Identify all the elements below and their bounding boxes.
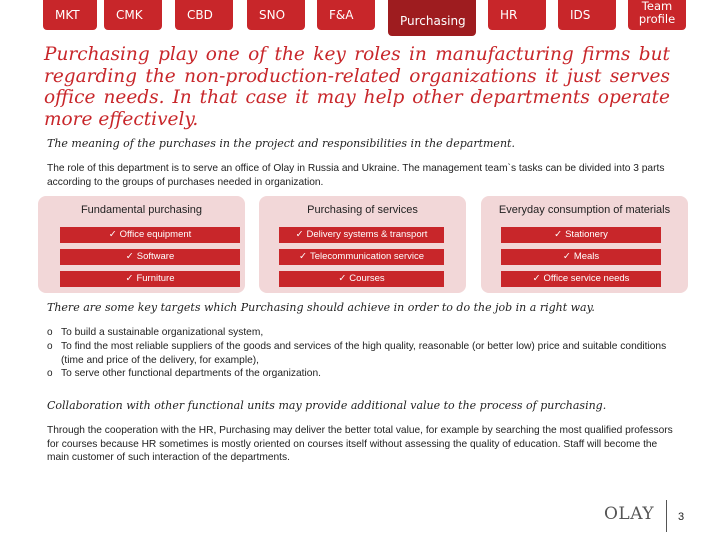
- list-item-text: To find the most reliable suppliers of the goods and services of the high quality, reasonable (or better low) price and suitable conditions (time and price of the delivery, for example),: [61, 340, 667, 366]
- section2-subheading: There are some key targets which Purchasing should achieve in order to do the job in a right way.: [47, 301, 595, 314]
- category-title: Everyday consumption of materials: [498, 204, 671, 216]
- check-icon: ✓: [338, 273, 347, 284]
- category-item: [501, 249, 661, 265]
- targets-list: [47, 326, 682, 381]
- category-item-label: Telecommunication service: [309, 251, 424, 262]
- category-fundamental-purchasing: [38, 196, 245, 293]
- footer-divider: [666, 500, 667, 532]
- category-item: [60, 227, 240, 243]
- check-icon: ✓: [532, 273, 541, 284]
- bullet-icon: o: [47, 368, 53, 380]
- category-item-label: Office service needs: [543, 273, 630, 284]
- check-icon: ✓: [125, 251, 134, 262]
- olay-logo: OLAY: [604, 504, 655, 524]
- category-item-label: Delivery systems & transport: [306, 229, 428, 240]
- category-purchasing-of-services: [259, 196, 466, 293]
- tab-purchasing[interactable]: Purchasing: [388, 0, 476, 36]
- category-item: [279, 227, 444, 243]
- check-icon: ✓: [562, 251, 571, 262]
- check-icon: ✓: [298, 251, 307, 262]
- list-item-text: To build a sustainable organizational system,: [61, 327, 264, 338]
- bullet-icon: o: [47, 327, 53, 338]
- tab-sno[interactable]: SNO: [247, 0, 305, 30]
- category-item: [501, 271, 661, 287]
- section3-paragraph: Through the cooperation with the HR, Purchasing may deliver the better total value, for example by searching the most qualified professors for courses because HR sometimes is mostly oriented on courses itself without assessing the quality of education. Staff will become the main customer of such interaction of the departments.: [47, 425, 673, 463]
- tab-team-profile[interactable]: [628, 0, 686, 30]
- check-icon: ✓: [125, 273, 134, 284]
- list-item: [47, 367, 682, 381]
- category-item: [501, 227, 661, 243]
- top-navigation: [0, 0, 720, 36]
- category-item-label: Meals: [573, 251, 600, 262]
- category-item-label: Stationery: [565, 229, 608, 240]
- category-everyday-consumption: [481, 196, 688, 293]
- tab-mkt[interactable]: MKT: [43, 0, 97, 30]
- list-item: [47, 340, 682, 368]
- category-item-label: Courses: [349, 273, 385, 284]
- tab-cbd[interactable]: CBD: [175, 0, 233, 30]
- list-item-text: To serve other functional departments of the organization.: [61, 368, 321, 380]
- category-item-label: Software: [136, 251, 175, 262]
- category-title: Purchasing of services: [307, 204, 418, 216]
- check-icon: ✓: [554, 229, 563, 240]
- category-item: [279, 249, 444, 265]
- section1-subheading: The meaning of the purchases in the project and responsibilities in the department.: [47, 137, 515, 150]
- check-icon: ✓: [108, 229, 117, 240]
- category-item-label: Office equipment: [119, 229, 192, 240]
- page-heading: Purchasing play one of the key roles in manufacturing firms but regarding the non-production-related organizations it just serves office needs. In that case it may help other departments operate more effectively.: [44, 44, 670, 130]
- tab-fa[interactable]: F&A: [317, 0, 375, 30]
- bullet-icon: o: [47, 340, 53, 352]
- category-title: Fundamental purchasing: [80, 204, 203, 216]
- category-item: [279, 271, 444, 287]
- tab-hr[interactable]: HR: [488, 0, 546, 30]
- list-item: [47, 326, 682, 340]
- tab-cmk[interactable]: CMK: [104, 0, 162, 30]
- tab-ids[interactable]: IDS: [558, 0, 616, 30]
- tab-team-profile-line2: profile: [638, 12, 676, 26]
- tab-team-profile-line1: Team: [641, 0, 673, 13]
- category-item-label: Furniture: [136, 273, 175, 284]
- category-item: [60, 271, 240, 287]
- category-item: [60, 249, 240, 265]
- check-icon: ✓: [295, 229, 304, 240]
- page-number: 3: [678, 511, 685, 523]
- section1-paragraph: The role of this department is to serve an office of Olay in Russia and Ukraine. The management team`s tasks can be divided into 3 parts according to the groups of purchases needed in organization.: [47, 163, 665, 188]
- section3-subheading: Collaboration with other functional units may provide additional value to the process of purchasing.: [47, 399, 607, 412]
